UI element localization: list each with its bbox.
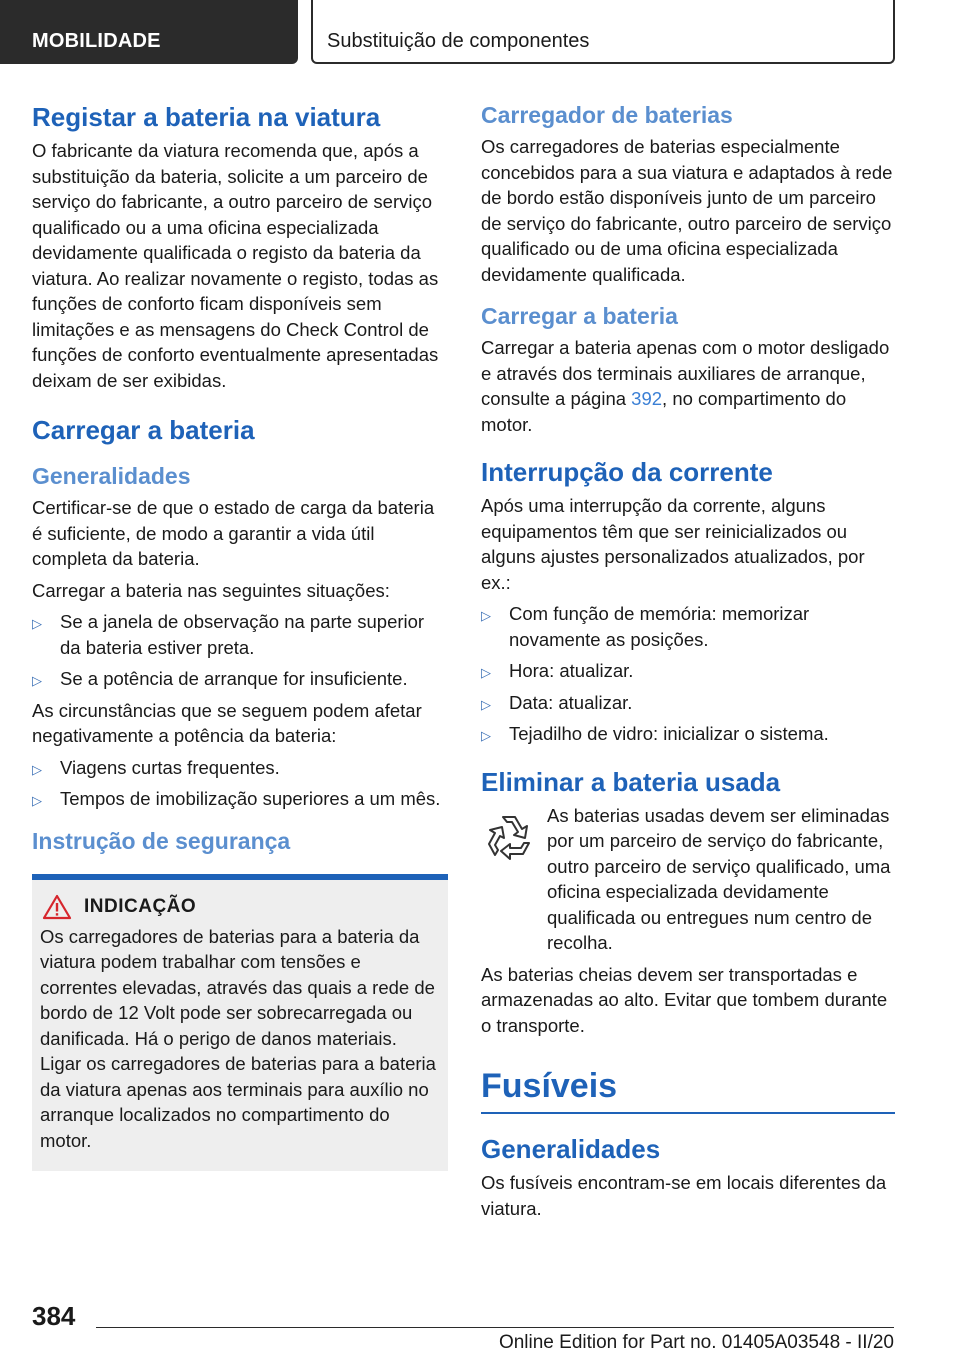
subheading-charge-battery: Carregar a bateria [481,303,678,329]
list-situations [32,609,448,692]
list-item: ▷ Se a potência de arranque for insuficiente. [32,666,448,692]
header-section-tab [0,0,298,64]
list-item: ▷ Tejadilho de vidro: inicializar o sistema. [481,721,895,747]
subheading-safety: Instrução de segurança [32,827,291,854]
list-item: ▷ Viagens curtas frequentes. [32,755,448,781]
list-interruption [481,601,895,747]
note-header [40,894,440,920]
paragraph-dispose: As baterias usadas devem ser eliminadas por um parceiro de serviço do fabricante, outro parceiro de serviço qualificado, uma oficina especializada devidamente qualificada ou entregues num centro de recolha. [547,804,891,953]
paragraph-register: O fabricante da viatura recomenda que, após a substituição da bateria, solicite a um parceiro de serviço do fabricante, a outro parceiro de serviço qualificado ou a uma oficina especializada devidamente qualificada o registo da bateria da viatura. Ao realizar novamente o registo, todas as funções de conforto ficam disponíveis sem limitações e as mensagens do Check Control de funções de conforto eventualmente apresentadas deixam de ser exibidas. [32,140,439,391]
list-item: ▷ Data: atualizar. [481,690,895,716]
warning-triangle-icon [42,894,72,920]
paragraph-charger: Os carregadores de baterias especialmente concebidos para a sua viatura e adaptados à rede de bordo estão disponíveis junto de um parceiro de serviço do fabricante, outro parceiro de serviço qualificado ou de uma oficina especializada devidamente qualificada. [481,136,893,285]
page-reference-link[interactable]: 392 [631,388,663,409]
heading-power-interruption: Interrupção da corrente [481,457,773,487]
list-item: ▷ Se a janela de observação na parte superior da bateria estiver preta. [32,611,425,658]
heading-dispose-battery: Eliminar a bateria usada [481,766,781,797]
paragraph-charge: Carregar a bateria apenas com o motor desligado e através dos terminais auxiliares de arranque, consulte a página 392, no compartimento do motor. [481,337,890,435]
header-section-label: MOBILIDADE [32,30,161,52]
right-column [481,100,895,1227]
triangle-bullet-icon: ▷ [481,665,491,680]
paragraph-interruption: Após uma interrupção da corrente, alguns equipamentos têm que ser reinicializados ou alguns ajustes personalizados atualizados, por ex.: [481,495,865,593]
safety-note-box [32,874,448,1172]
paragraph-circumstances: As circunstâncias que se seguem podem afetar negativamente a potência da bateria: [32,699,422,746]
paragraph-general: Certificar-se de que o estado de carga da bateria é suficiente, de modo a garantir a vida útil completa da bateria. [32,497,435,569]
edition-label: Online Edition for Part no. 01405A03548 - II/20 [498,1332,894,1353]
heading-register-battery: Registar a bateria na viatura [32,102,381,132]
triangle-bullet-icon: ▷ [481,728,491,743]
footer-divider [96,1327,894,1328]
page-number: 384 [32,1301,76,1331]
note-title: INDICAÇÃO [84,895,197,917]
header-chapter-tab [311,0,895,64]
left-column [32,100,448,1171]
list-item: ▷ Com função de memória: memorizar novamente as posições. [481,603,810,650]
paragraph-fuses: Os fusíveis encontram-se em locais diferentes da viatura. [481,1172,887,1219]
paragraph-transport: As baterias cheias devem ser transportadas e armazenadas ao alto. Evitar que tombem durante o transporte. [481,963,888,1036]
list-item: ▷ Hora: atualizar. [481,658,895,684]
subheading-general: Generalidades [32,463,191,489]
recycle-icon [481,809,537,865]
triangle-bullet-icon: ▷ [481,608,491,623]
heading-general-fuses: Generalidades [481,1134,661,1164]
triangle-bullet-icon: ▷ [481,696,491,712]
header-chapter-label: Substituição de componentes [327,30,590,52]
triangle-bullet-icon: ▷ [32,616,42,631]
paragraph-situations: Carregar a bateria nas seguintes situações: [32,579,390,601]
note-text: Os carregadores de baterias para a bateria da viatura podem trabalhar com tensões e correntes elevadas, através das quais a rede de bordo de 12 Volt pode ser sobrecarregada ou danificada. Há o perigo de danos materiais. Ligar os carregadores de baterias para a bateria da viatura apenas aos terminais para auxílio no arranque localizados no compartimento do motor. [40,925,436,1151]
heading-fuses: Fusíveis [481,1064,895,1114]
subheading-charger: Carregador de baterias [481,102,733,128]
dispose-block [481,803,895,956]
triangle-bullet-icon: ▷ [32,761,42,777]
triangle-bullet-icon: ▷ [32,793,42,808]
list-item: ▷ Tempos de imobilização superiores a um mês. [32,786,448,812]
heading-charge-battery: Carregar a bateria [32,415,255,445]
list-circumstances [32,755,448,812]
triangle-bullet-icon: ▷ [32,673,42,688]
